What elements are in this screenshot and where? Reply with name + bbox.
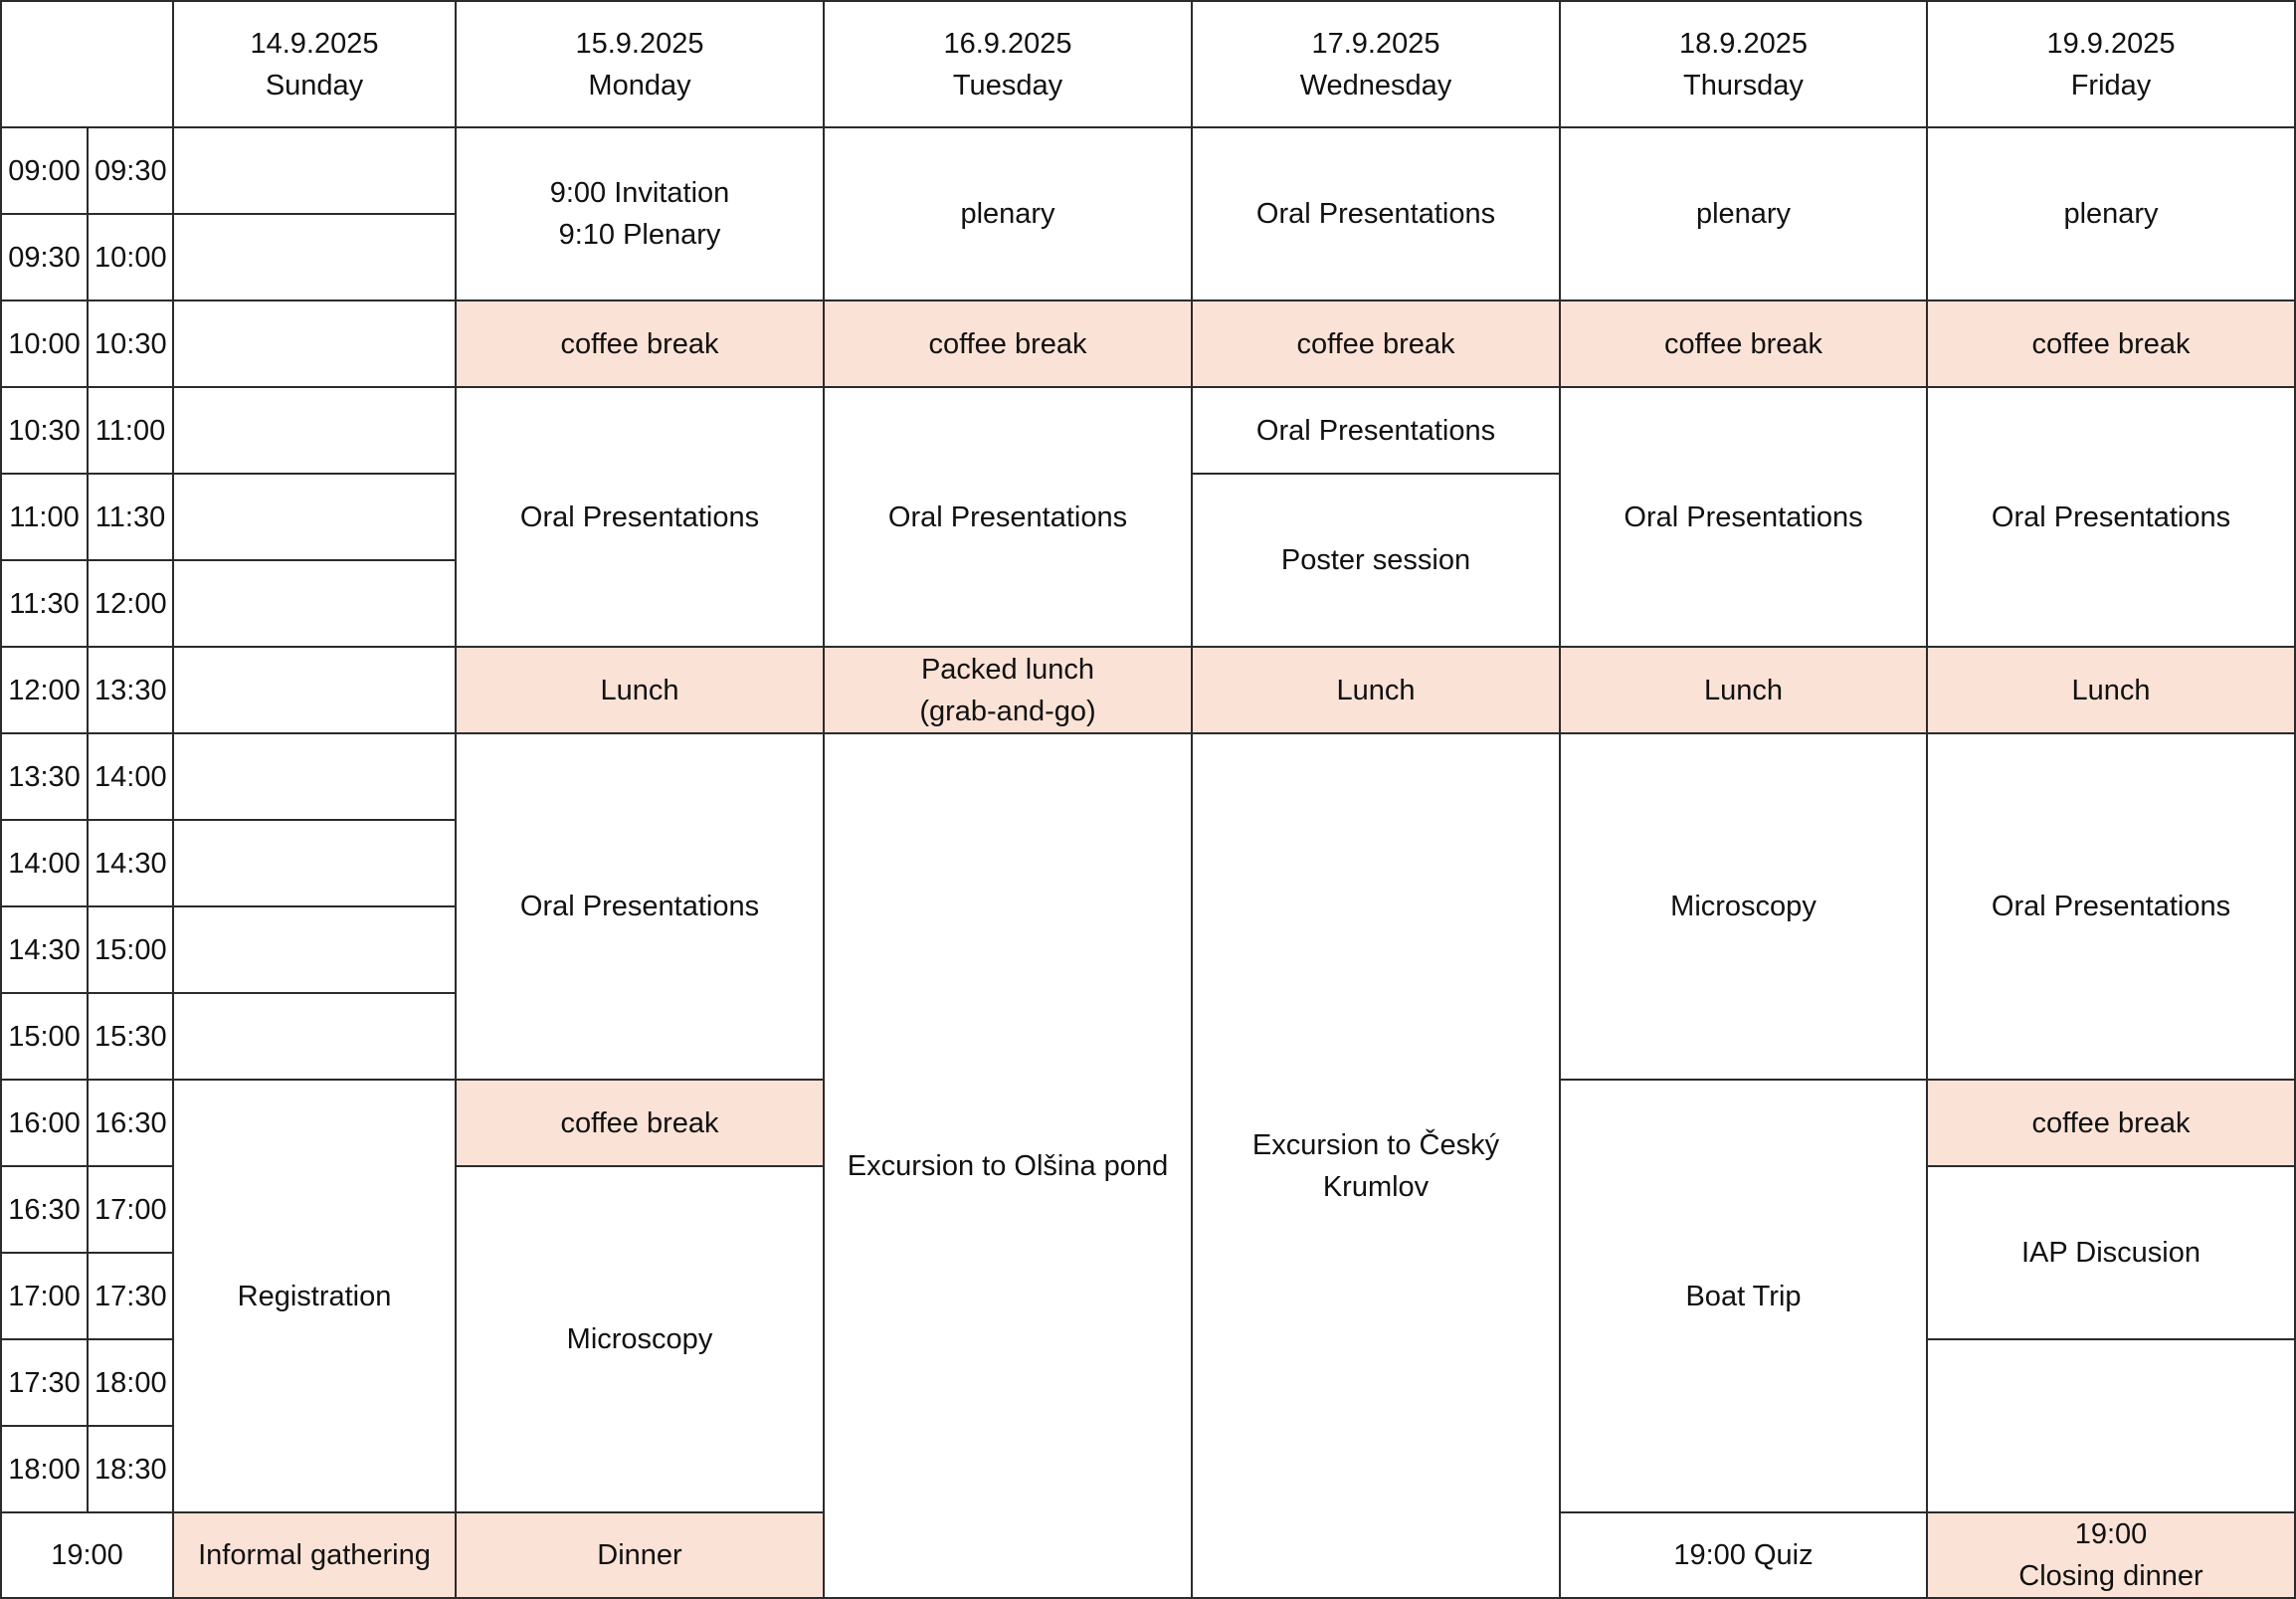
slot-end: 13:30 — [88, 647, 173, 733]
slot-start: 11:30 — [1, 560, 88, 647]
wednesday-poster-session: Poster session — [1192, 474, 1560, 647]
sunday-empty-cell — [173, 474, 456, 560]
friday-lunch: Lunch — [1927, 647, 2295, 733]
friday-empty-cell — [1927, 1339, 2295, 1512]
slot-end: 10:30 — [88, 300, 173, 387]
wednesday-oral-presentations: Oral Presentations — [1192, 387, 1560, 474]
tuesday-plenary: plenary — [824, 127, 1192, 300]
sunday-empty-cell — [173, 560, 456, 647]
packed-lunch-note: (grab-and-go) — [919, 695, 1096, 727]
friday-plenary: plenary — [1927, 127, 2295, 300]
slot-start: 09:30 — [1, 214, 88, 300]
opening-plenary: 9:10 Plenary — [558, 219, 721, 251]
day-header-wednesday — [1192, 1, 1560, 127]
time-row — [1, 647, 2295, 733]
time-row — [1, 127, 2295, 214]
day-name: Wednesday — [1299, 69, 1452, 101]
day-header-thursday — [1560, 1, 1927, 127]
sunday-empty-cell — [173, 387, 456, 474]
closing-dinner-label: Closing dinner — [2018, 1560, 2203, 1592]
monday-oral-presentations: Oral Presentations — [456, 387, 824, 647]
friday-coffee-break: coffee break — [1927, 300, 2295, 387]
slot-start: 16:30 — [1, 1166, 88, 1253]
corner-cell — [1, 1, 173, 127]
tuesday-oral-presentations: Oral Presentations — [824, 387, 1192, 647]
wednesday-coffee-break: coffee break — [1192, 300, 1560, 387]
slot-end: 15:00 — [88, 906, 173, 993]
slot-start: 18:00 — [1, 1426, 88, 1512]
slot-start: 12:00 — [1, 647, 88, 733]
slot-start: 19:00 — [1, 1512, 173, 1598]
thursday-oral-presentations: Oral Presentations — [1560, 387, 1927, 647]
header-row — [1, 1, 2295, 127]
slot-end: 09:30 — [88, 127, 173, 214]
slot-end: 16:30 — [88, 1080, 173, 1166]
sunday-empty-cell — [173, 647, 456, 733]
slot-start: 14:30 — [1, 906, 88, 993]
slot-start: 10:00 — [1, 300, 88, 387]
sunday-informal-gathering: Informal gathering — [173, 1512, 456, 1598]
slot-start: 11:00 — [1, 474, 88, 560]
day-header-tuesday — [824, 1, 1192, 127]
monday-dinner: Dinner — [456, 1512, 824, 1598]
sunday-empty-cell — [173, 906, 456, 993]
monday-opening — [456, 127, 824, 300]
day-date: 16.9.2025 — [943, 27, 1072, 60]
slot-start: 13:30 — [1, 733, 88, 820]
day-name: Tuesday — [952, 69, 1063, 101]
time-row — [1, 300, 2295, 387]
sunday-empty-cell — [173, 820, 456, 906]
opening-invitation: 9:00 Invitation — [549, 177, 730, 209]
excursion-line-2: Krumlov — [1322, 1170, 1430, 1203]
slot-end: 17:30 — [88, 1253, 173, 1339]
day-header-friday — [1927, 1, 2295, 127]
friday-oral-presentations: Oral Presentations — [1927, 387, 2295, 647]
time-row — [1, 387, 2295, 474]
friday-closing-dinner — [1927, 1512, 2295, 1598]
day-date: 19.9.2025 — [2046, 27, 2176, 60]
friday-iap-discussion: IAP Discusion — [1927, 1166, 2295, 1339]
slot-end: 11:00 — [88, 387, 173, 474]
wednesday-oral-presentations: Oral Presentations — [1192, 127, 1560, 300]
day-name: Sunday — [265, 69, 364, 101]
monday-coffee-break: coffee break — [456, 300, 824, 387]
sunday-empty-cell — [173, 300, 456, 387]
slot-end: 12:00 — [88, 560, 173, 647]
monday-oral-presentations: Oral Presentations — [456, 733, 824, 1080]
day-name: Monday — [588, 69, 691, 101]
sunday-registration: Registration — [173, 1080, 456, 1512]
wednesday-excursion — [1192, 733, 1560, 1598]
thursday-plenary: plenary — [1560, 127, 1927, 300]
thursday-lunch: Lunch — [1560, 647, 1927, 733]
day-name: Friday — [2070, 69, 2152, 101]
day-header-monday — [456, 1, 824, 127]
closing-dinner-time: 19:00 — [2074, 1518, 2148, 1550]
wednesday-lunch: Lunch — [1192, 647, 1560, 733]
tuesday-excursion: Excursion to Olšina pond — [824, 733, 1192, 1598]
day-date: 15.9.2025 — [575, 27, 704, 60]
slot-end: 18:30 — [88, 1426, 173, 1512]
slot-end: 11:30 — [88, 474, 173, 560]
thursday-microscopy: Microscopy — [1560, 733, 1927, 1080]
slot-start: 17:30 — [1, 1339, 88, 1426]
thursday-quiz: 19:00 Quiz — [1560, 1512, 1927, 1598]
packed-lunch-label: Packed lunch — [920, 653, 1095, 686]
slot-start: 14:00 — [1, 820, 88, 906]
day-date: 14.9.2025 — [250, 27, 379, 60]
monday-coffee-break: coffee break — [456, 1080, 824, 1166]
thursday-boat-trip: Boat Trip — [1560, 1080, 1927, 1512]
slot-start: 15:00 — [1, 993, 88, 1080]
slot-start: 09:00 — [1, 127, 88, 214]
day-date: 18.9.2025 — [1678, 27, 1808, 60]
monday-lunch: Lunch — [456, 647, 824, 733]
slot-end: 10:00 — [88, 214, 173, 300]
time-row — [1, 733, 2295, 820]
thursday-coffee-break: coffee break — [1560, 300, 1927, 387]
sunday-empty-cell — [173, 214, 456, 300]
slot-start: 17:00 — [1, 1253, 88, 1339]
slot-end: 15:30 — [88, 993, 173, 1080]
slot-start: 16:00 — [1, 1080, 88, 1166]
slot-start: 10:30 — [1, 387, 88, 474]
sunday-empty-cell — [173, 733, 456, 820]
friday-oral-presentations: Oral Presentations — [1927, 733, 2295, 1080]
day-header-sunday — [173, 1, 456, 127]
friday-coffee-break: coffee break — [1927, 1080, 2295, 1166]
slot-end: 14:00 — [88, 733, 173, 820]
slot-end: 18:00 — [88, 1339, 173, 1426]
excursion-line-1: Excursion to Český — [1251, 1128, 1500, 1161]
sunday-empty-cell — [173, 127, 456, 214]
day-name: Thursday — [1683, 69, 1804, 101]
tuesday-packed-lunch — [824, 647, 1192, 733]
tuesday-coffee-break: coffee break — [824, 300, 1192, 387]
sunday-empty-cell — [173, 993, 456, 1080]
slot-end: 14:30 — [88, 820, 173, 906]
day-date: 17.9.2025 — [1311, 27, 1440, 60]
slot-end: 17:00 — [88, 1166, 173, 1253]
monday-microscopy: Microscopy — [456, 1166, 824, 1512]
